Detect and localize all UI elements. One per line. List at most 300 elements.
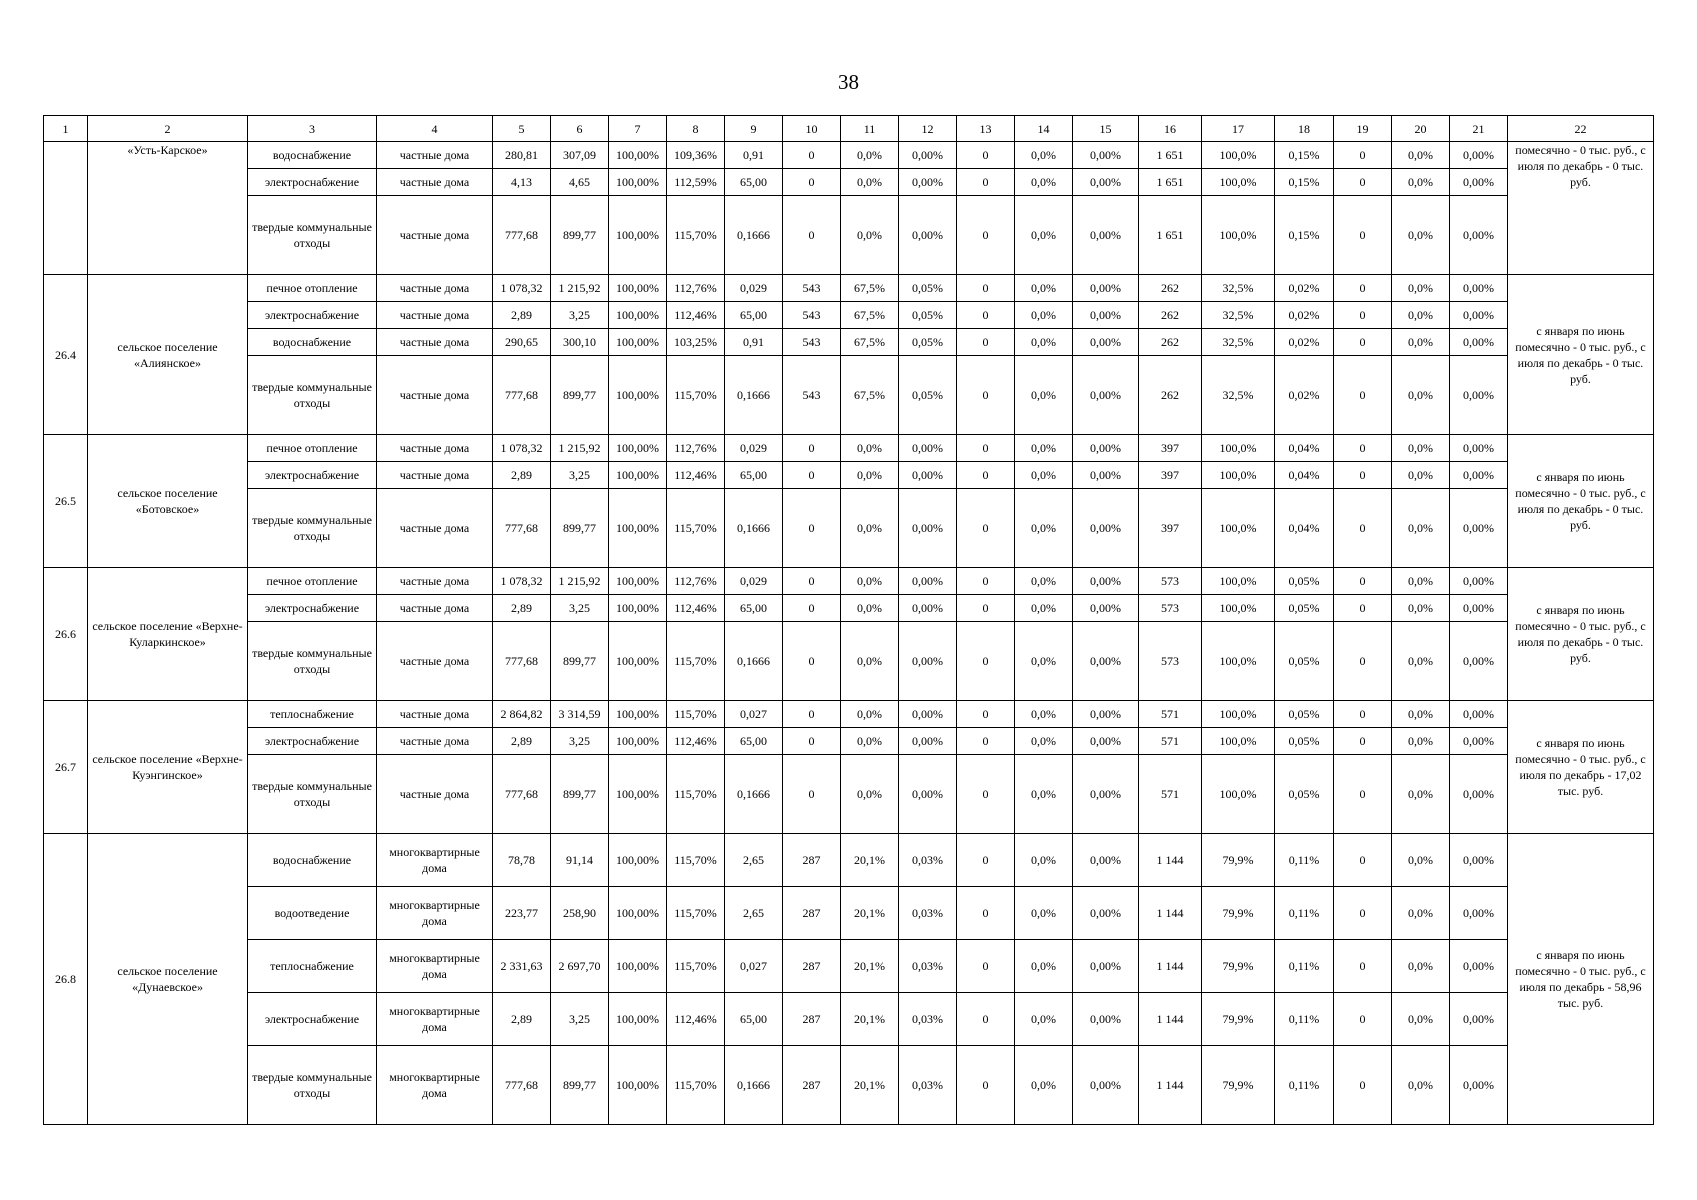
value-cell-col-6: 258,90 xyxy=(551,887,609,940)
service-type: печное отопление xyxy=(248,568,377,595)
column-number-15: 15 xyxy=(1073,116,1139,142)
value-cell-col-13: 0 xyxy=(957,196,1015,275)
value-cell-col-16: 573 xyxy=(1139,595,1202,622)
value-cell-col-15: 0,00% xyxy=(1073,701,1139,728)
value-cell-col-8: 115,70% xyxy=(667,1046,725,1125)
value-cell-col-17: 79,9% xyxy=(1202,993,1275,1046)
value-cell-col-17: 32,5% xyxy=(1202,356,1275,435)
value-cell-col-5: 777,68 xyxy=(493,622,551,701)
value-cell-col-6: 3,25 xyxy=(551,595,609,622)
housing-type: частные дома xyxy=(377,701,493,728)
value-cell-col-21: 0,00% xyxy=(1450,701,1508,728)
value-cell-col-6: 3,25 xyxy=(551,993,609,1046)
table-row xyxy=(44,622,1654,701)
service-type: твердые коммунальные отходы xyxy=(248,622,377,701)
compensation-note: с января по июнь помесячно - 0 тыс. руб., с июля по декабрь - 0 тыс. руб. xyxy=(1508,435,1654,568)
value-cell-col-11: 67,5% xyxy=(841,329,899,356)
value-cell-col-14: 0,0% xyxy=(1015,169,1073,196)
service-type: теплоснабжение xyxy=(248,940,377,993)
value-cell-col-21: 0,00% xyxy=(1450,169,1508,196)
value-cell-col-18: 0,15% xyxy=(1275,169,1334,196)
housing-type: частные дома xyxy=(377,142,493,169)
value-cell-col-19: 0 xyxy=(1334,329,1392,356)
value-cell-col-16: 262 xyxy=(1139,302,1202,329)
value-cell-col-19: 0 xyxy=(1334,701,1392,728)
value-cell-col-8: 115,70% xyxy=(667,489,725,568)
value-cell-col-17: 100,0% xyxy=(1202,142,1275,169)
housing-type: частные дома xyxy=(377,462,493,489)
value-cell-col-13: 0 xyxy=(957,887,1015,940)
value-cell-col-15: 0,00% xyxy=(1073,622,1139,701)
value-cell-col-5: 777,68 xyxy=(493,1046,551,1125)
value-cell-col-5: 777,68 xyxy=(493,489,551,568)
value-cell-col-20: 0,0% xyxy=(1392,489,1450,568)
value-cell-col-14: 0,0% xyxy=(1015,701,1073,728)
value-cell-col-16: 571 xyxy=(1139,728,1202,755)
value-cell-col-19: 0 xyxy=(1334,595,1392,622)
value-cell-col-20: 0,0% xyxy=(1392,462,1450,489)
value-cell-col-10: 543 xyxy=(783,302,841,329)
column-number-20: 20 xyxy=(1392,116,1450,142)
compensation-note: с января по июнь помесячно - 0 тыс. руб., с июля по декабрь - 17,02 тыс. руб. xyxy=(1508,701,1654,834)
settlement-name: «Усть-Карское» xyxy=(88,142,248,275)
value-cell-col-16: 1 144 xyxy=(1139,834,1202,887)
service-type: теплоснабжение xyxy=(248,701,377,728)
value-cell-col-15: 0,00% xyxy=(1073,435,1139,462)
value-cell-col-11: 0,0% xyxy=(841,568,899,595)
value-cell-col-21: 0,00% xyxy=(1450,595,1508,622)
value-cell-col-10: 0 xyxy=(783,701,841,728)
value-cell-col-12: 0,03% xyxy=(899,1046,957,1125)
value-cell-col-15: 0,00% xyxy=(1073,196,1139,275)
value-cell-col-18: 0,05% xyxy=(1275,568,1334,595)
settlement-name: сельское поселение «Верхне-Куэнгинское» xyxy=(88,701,248,834)
value-cell-col-13: 0 xyxy=(957,755,1015,834)
value-cell-col-13: 0 xyxy=(957,728,1015,755)
value-cell-col-7: 100,00% xyxy=(609,435,667,462)
value-cell-col-12: 0,00% xyxy=(899,462,957,489)
value-cell-col-10: 0 xyxy=(783,755,841,834)
value-cell-col-14: 0,0% xyxy=(1015,275,1073,302)
page-number: 38 xyxy=(838,70,859,94)
value-cell-col-18: 0,02% xyxy=(1275,329,1334,356)
value-cell-col-9: 2,65 xyxy=(725,887,783,940)
housing-type: многоквартирные дома xyxy=(377,940,493,993)
value-cell-col-6: 3,25 xyxy=(551,728,609,755)
table-row xyxy=(44,1046,1654,1125)
value-cell-col-15: 0,00% xyxy=(1073,568,1139,595)
value-cell-col-14: 0,0% xyxy=(1015,302,1073,329)
value-cell-col-21: 0,00% xyxy=(1450,568,1508,595)
value-cell-col-19: 0 xyxy=(1334,275,1392,302)
value-cell-col-7: 100,00% xyxy=(609,142,667,169)
value-cell-col-20: 0,0% xyxy=(1392,940,1450,993)
value-cell-col-7: 100,00% xyxy=(609,462,667,489)
value-cell-col-18: 0,04% xyxy=(1275,489,1334,568)
table-row xyxy=(44,940,1654,993)
column-number-13: 13 xyxy=(957,116,1015,142)
housing-type: частные дома xyxy=(377,489,493,568)
value-cell-col-12: 0,05% xyxy=(899,356,957,435)
housing-type: частные дома xyxy=(377,595,493,622)
value-cell-col-19: 0 xyxy=(1334,1046,1392,1125)
value-cell-col-14: 0,0% xyxy=(1015,435,1073,462)
value-cell-col-9: 0,1666 xyxy=(725,622,783,701)
table-row xyxy=(44,489,1654,568)
value-cell-col-5: 1 078,32 xyxy=(493,435,551,462)
value-cell-col-15: 0,00% xyxy=(1073,275,1139,302)
value-cell-col-12: 0,00% xyxy=(899,622,957,701)
service-type: печное отопление xyxy=(248,275,377,302)
value-cell-col-16: 573 xyxy=(1139,568,1202,595)
value-cell-col-20: 0,0% xyxy=(1392,142,1450,169)
value-cell-col-21: 0,00% xyxy=(1450,356,1508,435)
value-cell-col-11: 67,5% xyxy=(841,302,899,329)
value-cell-col-18: 0,04% xyxy=(1275,462,1334,489)
compensation-note: с января по июнь помесячно - 0 тыс. руб., с июля по декабрь - 0 тыс. руб. xyxy=(1508,568,1654,701)
value-cell-col-6: 1 215,92 xyxy=(551,435,609,462)
value-cell-col-18: 0,11% xyxy=(1275,1046,1334,1125)
value-cell-col-5: 78,78 xyxy=(493,834,551,887)
value-cell-col-20: 0,0% xyxy=(1392,755,1450,834)
value-cell-col-8: 112,59% xyxy=(667,169,725,196)
value-cell-col-11: 0,0% xyxy=(841,489,899,568)
value-cell-col-21: 0,00% xyxy=(1450,142,1508,169)
value-cell-col-5: 2,89 xyxy=(493,993,551,1046)
value-cell-col-7: 100,00% xyxy=(609,755,667,834)
value-cell-col-21: 0,00% xyxy=(1450,834,1508,887)
value-cell-col-8: 115,70% xyxy=(667,196,725,275)
value-cell-col-12: 0,00% xyxy=(899,196,957,275)
value-cell-col-19: 0 xyxy=(1334,435,1392,462)
value-cell-col-21: 0,00% xyxy=(1450,462,1508,489)
value-cell-col-8: 109,36% xyxy=(667,142,725,169)
value-cell-col-16: 571 xyxy=(1139,701,1202,728)
value-cell-col-5: 2 864,82 xyxy=(493,701,551,728)
value-cell-col-14: 0,0% xyxy=(1015,728,1073,755)
value-cell-col-8: 112,46% xyxy=(667,595,725,622)
value-cell-col-12: 0,00% xyxy=(899,142,957,169)
value-cell-col-19: 0 xyxy=(1334,142,1392,169)
compensation-note: с января по июнь помесячно - 0 тыс. руб., с июля по декабрь - 58,96 тыс. руб. xyxy=(1508,834,1654,1125)
value-cell-col-6: 307,09 xyxy=(551,142,609,169)
value-cell-col-10: 0 xyxy=(783,568,841,595)
value-cell-col-11: 20,1% xyxy=(841,940,899,993)
service-type: электроснабжение xyxy=(248,302,377,329)
value-cell-col-8: 103,25% xyxy=(667,329,725,356)
value-cell-col-17: 79,9% xyxy=(1202,887,1275,940)
table-row xyxy=(44,462,1654,489)
value-cell-col-10: 287 xyxy=(783,887,841,940)
value-cell-col-6: 899,77 xyxy=(551,622,609,701)
table-row xyxy=(44,329,1654,356)
value-cell-col-20: 0,0% xyxy=(1392,622,1450,701)
service-type: твердые коммунальные отходы xyxy=(248,489,377,568)
column-number-18: 18 xyxy=(1275,116,1334,142)
housing-type: частные дома xyxy=(377,622,493,701)
value-cell-col-10: 0 xyxy=(783,435,841,462)
row-number: 26.7 xyxy=(44,701,88,834)
value-cell-col-16: 1 144 xyxy=(1139,1046,1202,1125)
value-cell-col-20: 0,0% xyxy=(1392,595,1450,622)
value-cell-col-8: 115,70% xyxy=(667,755,725,834)
service-type: электроснабжение xyxy=(248,993,377,1046)
value-cell-col-17: 79,9% xyxy=(1202,1046,1275,1125)
value-cell-col-10: 0 xyxy=(783,169,841,196)
value-cell-col-18: 0,05% xyxy=(1275,622,1334,701)
table-row xyxy=(44,834,1654,887)
value-cell-col-7: 100,00% xyxy=(609,834,667,887)
service-type: твердые коммунальные отходы xyxy=(248,196,377,275)
value-cell-col-14: 0,0% xyxy=(1015,834,1073,887)
value-cell-col-11: 67,5% xyxy=(841,356,899,435)
value-cell-col-13: 0 xyxy=(957,595,1015,622)
value-cell-col-18: 0,02% xyxy=(1275,275,1334,302)
value-cell-col-17: 100,0% xyxy=(1202,435,1275,462)
value-cell-col-19: 0 xyxy=(1334,755,1392,834)
settlement-name: сельское поселение «Верхне-Куларкинское» xyxy=(88,568,248,701)
row-number xyxy=(44,142,88,275)
value-cell-col-16: 262 xyxy=(1139,329,1202,356)
value-cell-col-15: 0,00% xyxy=(1073,1046,1139,1125)
value-cell-col-21: 0,00% xyxy=(1450,435,1508,462)
value-cell-col-7: 100,00% xyxy=(609,196,667,275)
service-type: электроснабжение xyxy=(248,595,377,622)
value-cell-col-14: 0,0% xyxy=(1015,356,1073,435)
housing-type: многоквартирные дома xyxy=(377,887,493,940)
value-cell-col-5: 777,68 xyxy=(493,755,551,834)
value-cell-col-9: 0,1666 xyxy=(725,489,783,568)
value-cell-col-10: 0 xyxy=(783,595,841,622)
value-cell-col-11: 67,5% xyxy=(841,275,899,302)
value-cell-col-20: 0,0% xyxy=(1392,1046,1450,1125)
value-cell-col-9: 0,91 xyxy=(725,329,783,356)
value-cell-col-12: 0,05% xyxy=(899,302,957,329)
value-cell-col-9: 0,027 xyxy=(725,701,783,728)
value-cell-col-20: 0,0% xyxy=(1392,435,1450,462)
row-number: 26.6 xyxy=(44,568,88,701)
value-cell-col-10: 0 xyxy=(783,728,841,755)
value-cell-col-6: 3,25 xyxy=(551,302,609,329)
value-cell-col-6: 91,14 xyxy=(551,834,609,887)
header-row xyxy=(44,116,1654,142)
value-cell-col-8: 115,70% xyxy=(667,834,725,887)
value-cell-col-8: 112,46% xyxy=(667,462,725,489)
value-cell-col-7: 100,00% xyxy=(609,302,667,329)
value-cell-col-14: 0,0% xyxy=(1015,887,1073,940)
value-cell-col-16: 262 xyxy=(1139,275,1202,302)
table-row xyxy=(44,169,1654,196)
value-cell-col-18: 0,11% xyxy=(1275,940,1334,993)
value-cell-col-14: 0,0% xyxy=(1015,1046,1073,1125)
value-cell-col-14: 0,0% xyxy=(1015,489,1073,568)
column-number-14: 14 xyxy=(1015,116,1073,142)
value-cell-col-13: 0 xyxy=(957,568,1015,595)
value-cell-col-20: 0,0% xyxy=(1392,329,1450,356)
value-cell-col-21: 0,00% xyxy=(1450,275,1508,302)
value-cell-col-10: 0 xyxy=(783,142,841,169)
housing-type: частные дома xyxy=(377,356,493,435)
value-cell-col-17: 100,0% xyxy=(1202,196,1275,275)
value-cell-col-9: 2,65 xyxy=(725,834,783,887)
value-cell-col-21: 0,00% xyxy=(1450,196,1508,275)
value-cell-col-21: 0,00% xyxy=(1450,887,1508,940)
value-cell-col-17: 32,5% xyxy=(1202,302,1275,329)
value-cell-col-16: 1 144 xyxy=(1139,940,1202,993)
value-cell-col-11: 20,1% xyxy=(841,1046,899,1125)
housing-type: многоквартирные дома xyxy=(377,834,493,887)
value-cell-col-19: 0 xyxy=(1334,993,1392,1046)
value-cell-col-13: 0 xyxy=(957,169,1015,196)
value-cell-col-12: 0,03% xyxy=(899,940,957,993)
value-cell-col-17: 100,0% xyxy=(1202,622,1275,701)
value-cell-col-17: 32,5% xyxy=(1202,275,1275,302)
value-cell-col-8: 115,70% xyxy=(667,701,725,728)
value-cell-col-15: 0,00% xyxy=(1073,887,1139,940)
value-cell-col-5: 290,65 xyxy=(493,329,551,356)
value-cell-col-9: 65,00 xyxy=(725,728,783,755)
value-cell-col-15: 0,00% xyxy=(1073,755,1139,834)
value-cell-col-7: 100,00% xyxy=(609,275,667,302)
value-cell-col-9: 65,00 xyxy=(725,595,783,622)
value-cell-col-16: 397 xyxy=(1139,462,1202,489)
value-cell-col-9: 0,91 xyxy=(725,142,783,169)
value-cell-col-16: 397 xyxy=(1139,435,1202,462)
housing-type: частные дома xyxy=(377,728,493,755)
value-cell-col-18: 0,02% xyxy=(1275,302,1334,329)
value-cell-col-9: 65,00 xyxy=(725,302,783,329)
value-cell-col-9: 0,029 xyxy=(725,435,783,462)
table-row xyxy=(44,701,1654,728)
value-cell-col-11: 0,0% xyxy=(841,142,899,169)
service-type: водоснабжение xyxy=(248,834,377,887)
value-cell-col-13: 0 xyxy=(957,834,1015,887)
value-cell-col-14: 0,0% xyxy=(1015,622,1073,701)
value-cell-col-7: 100,00% xyxy=(609,329,667,356)
value-cell-col-21: 0,00% xyxy=(1450,622,1508,701)
value-cell-col-13: 0 xyxy=(957,993,1015,1046)
table-row xyxy=(44,275,1654,302)
value-cell-col-11: 0,0% xyxy=(841,435,899,462)
housing-type: частные дома xyxy=(377,196,493,275)
settlement-name: сельское поселение «Алиянское» xyxy=(88,275,248,435)
value-cell-col-13: 0 xyxy=(957,1046,1015,1125)
value-cell-col-20: 0,0% xyxy=(1392,887,1450,940)
value-cell-col-18: 0,05% xyxy=(1275,755,1334,834)
value-cell-col-20: 0,0% xyxy=(1392,196,1450,275)
value-cell-col-15: 0,00% xyxy=(1073,356,1139,435)
value-cell-col-7: 100,00% xyxy=(609,887,667,940)
value-cell-col-9: 0,1666 xyxy=(725,1046,783,1125)
column-number-3: 3 xyxy=(248,116,377,142)
value-cell-col-6: 899,77 xyxy=(551,1046,609,1125)
value-cell-col-11: 0,0% xyxy=(841,622,899,701)
service-type: твердые коммунальные отходы xyxy=(248,356,377,435)
housing-type: частные дома xyxy=(377,329,493,356)
value-cell-col-11: 0,0% xyxy=(841,755,899,834)
value-cell-col-6: 300,10 xyxy=(551,329,609,356)
value-cell-col-8: 115,70% xyxy=(667,940,725,993)
value-cell-col-13: 0 xyxy=(957,435,1015,462)
value-cell-col-14: 0,0% xyxy=(1015,462,1073,489)
value-cell-col-18: 0,11% xyxy=(1275,887,1334,940)
value-cell-col-18: 0,05% xyxy=(1275,701,1334,728)
service-type: водоотведение xyxy=(248,887,377,940)
value-cell-col-12: 0,03% xyxy=(899,887,957,940)
value-cell-col-11: 0,0% xyxy=(841,196,899,275)
value-cell-col-18: 0,05% xyxy=(1275,595,1334,622)
value-cell-col-9: 0,029 xyxy=(725,275,783,302)
value-cell-col-7: 100,00% xyxy=(609,993,667,1046)
value-cell-col-6: 899,77 xyxy=(551,196,609,275)
housing-type: многоквартирные дома xyxy=(377,1046,493,1125)
value-cell-col-6: 3 314,59 xyxy=(551,701,609,728)
table-row xyxy=(44,755,1654,834)
value-cell-col-12: 0,03% xyxy=(899,993,957,1046)
value-cell-col-13: 0 xyxy=(957,329,1015,356)
table-row xyxy=(44,595,1654,622)
value-cell-col-11: 0,0% xyxy=(841,595,899,622)
value-cell-col-5: 777,68 xyxy=(493,196,551,275)
value-cell-col-12: 0,00% xyxy=(899,728,957,755)
value-cell-col-8: 115,70% xyxy=(667,356,725,435)
value-cell-col-7: 100,00% xyxy=(609,701,667,728)
value-cell-col-15: 0,00% xyxy=(1073,169,1139,196)
value-cell-col-10: 287 xyxy=(783,1046,841,1125)
value-cell-col-19: 0 xyxy=(1334,834,1392,887)
compensation-note: помесячно - 0 тыс. руб., с июля по декабрь - 0 тыс. руб. xyxy=(1508,142,1654,275)
value-cell-col-10: 0 xyxy=(783,489,841,568)
value-cell-col-5: 4,13 xyxy=(493,169,551,196)
value-cell-col-9: 0,1666 xyxy=(725,356,783,435)
housing-type: частные дома xyxy=(377,755,493,834)
value-cell-col-15: 0,00% xyxy=(1073,489,1139,568)
value-cell-col-14: 0,0% xyxy=(1015,568,1073,595)
value-cell-col-12: 0,00% xyxy=(899,755,957,834)
value-cell-col-12: 0,00% xyxy=(899,595,957,622)
value-cell-col-17: 100,0% xyxy=(1202,462,1275,489)
value-cell-col-20: 0,0% xyxy=(1392,169,1450,196)
service-type: водоснабжение xyxy=(248,329,377,356)
value-cell-col-5: 2,89 xyxy=(493,728,551,755)
value-cell-col-19: 0 xyxy=(1334,489,1392,568)
value-cell-col-6: 3,25 xyxy=(551,462,609,489)
table-row xyxy=(44,142,1654,169)
column-number-4: 4 xyxy=(377,116,493,142)
value-cell-col-8: 112,46% xyxy=(667,302,725,329)
housing-type: частные дома xyxy=(377,435,493,462)
value-cell-col-16: 571 xyxy=(1139,755,1202,834)
value-cell-col-18: 0,11% xyxy=(1275,834,1334,887)
value-cell-col-15: 0,00% xyxy=(1073,940,1139,993)
value-cell-col-15: 0,00% xyxy=(1073,142,1139,169)
value-cell-col-6: 1 215,92 xyxy=(551,568,609,595)
value-cell-col-19: 0 xyxy=(1334,356,1392,435)
value-cell-col-18: 0,15% xyxy=(1275,142,1334,169)
column-number-12: 12 xyxy=(899,116,957,142)
value-cell-col-17: 79,9% xyxy=(1202,834,1275,887)
value-cell-col-16: 573 xyxy=(1139,622,1202,701)
housing-type: частные дома xyxy=(377,568,493,595)
value-cell-col-20: 0,0% xyxy=(1392,728,1450,755)
value-cell-col-20: 0,0% xyxy=(1392,701,1450,728)
value-cell-col-17: 100,0% xyxy=(1202,755,1275,834)
value-cell-col-20: 0,0% xyxy=(1392,275,1450,302)
value-cell-col-14: 0,0% xyxy=(1015,993,1073,1046)
value-cell-col-12: 0,03% xyxy=(899,834,957,887)
value-cell-col-11: 0,0% xyxy=(841,701,899,728)
housing-type: многоквартирные дома xyxy=(377,993,493,1046)
